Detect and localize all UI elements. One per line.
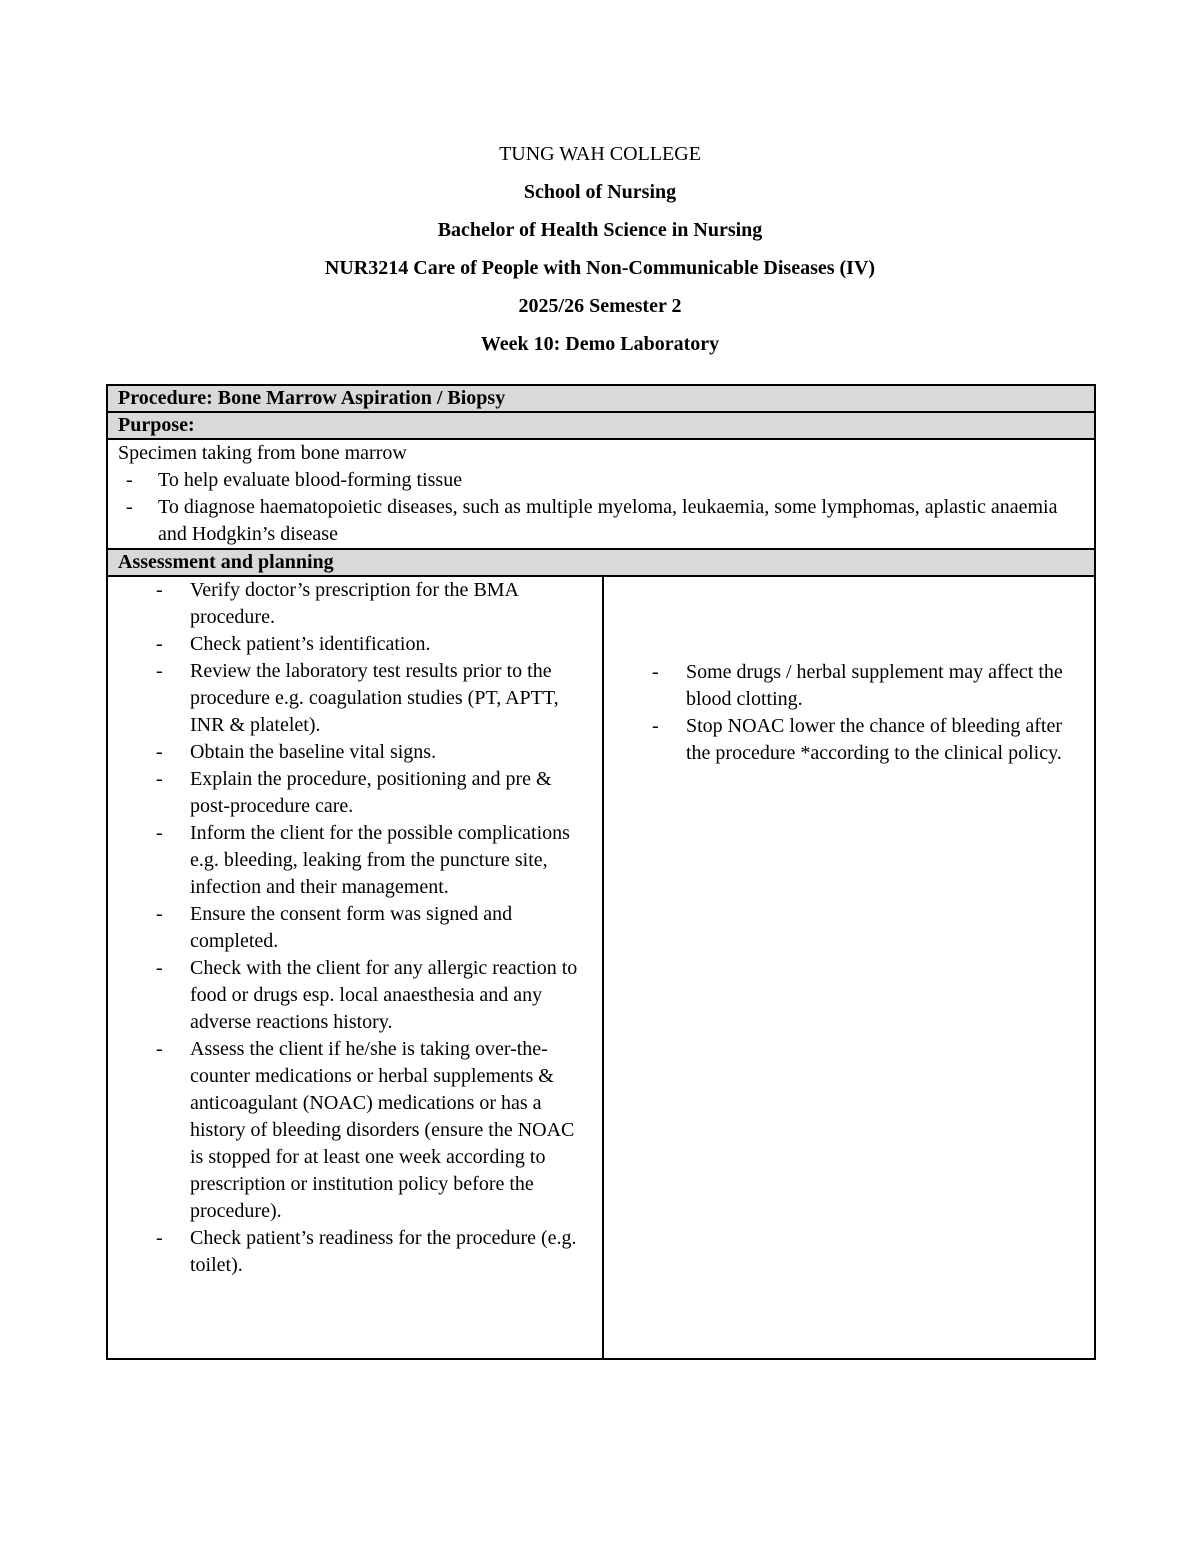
assessment-item: - Ensure the consent form was signed and completed. <box>118 901 592 955</box>
assessment-item: - Check with the client for any allergic reaction to food or drugs esp. local anaesthesia and any adverse reactions history. <box>118 955 592 1036</box>
procedure-heading: Procedure: Bone Marrow Aspiration / Biopsy <box>107 385 1095 412</box>
purpose-item: - To help evaluate blood-forming tissue <box>118 467 1084 494</box>
procedure-table <box>106 384 1096 1360</box>
rationale-item: - Stop NOAC lower the chance of bleeding after the procedure *according to the clinical policy. <box>614 713 1084 767</box>
purpose-intro: Specimen taking from bone marrow <box>118 442 407 464</box>
assessment-item: - Check patient’s readiness for the procedure (e.g. toilet). <box>118 1225 592 1279</box>
document-header <box>0 142 1200 356</box>
assessment-item: - Verify doctor’s prescription for the BMA procedure. <box>118 577 592 631</box>
programme-name: Bachelor of Health Science in Nursing <box>437 219 763 241</box>
purpose-item: - To diagnose haematopoietic diseases, such as multiple myeloma, leukaemia, some lymphomas, aplastic anaemia and Hodgkin’s disease <box>118 494 1084 548</box>
assessment-item: - Assess the client if he/she is taking over-the-counter medications or herbal supplements & anticoagulant (NOAC) medications or has a history of bleeding disorders (ensure the NOAC is stopped for at least one week according to prescription or institution policy before the procedure). <box>118 1036 592 1225</box>
rationale-cell <box>603 576 1095 1359</box>
semester: 2025/26 Semester 2 <box>518 295 682 317</box>
assessment-item: - Explain the procedure, positioning and pre & post-procedure care. <box>118 766 592 820</box>
purpose-list <box>118 467 1084 548</box>
course-title: NUR3214 Care of People with Non-Communicable Diseases (IV) <box>324 257 876 279</box>
college-name: TUNG WAH COLLEGE <box>499 143 701 165</box>
purpose-heading: Purpose: <box>107 412 1095 439</box>
assessment-item: - Obtain the baseline vital signs. <box>118 739 592 766</box>
rationale-list <box>614 577 1084 767</box>
purpose-content <box>107 439 1095 549</box>
school-name: School of Nursing <box>523 181 677 203</box>
assessment-list <box>118 577 592 1279</box>
assessment-item: - Inform the client for the possible complications e.g. bleeding, leaking from the puncture site, infection and their management. <box>118 820 592 901</box>
rationale-item: - Some drugs / herbal supplement may affect the blood clotting. <box>614 659 1084 713</box>
assessment-item: - Review the laboratory test results prior to the procedure e.g. coagulation studies (PT, APTT, INR & platelet). <box>118 658 592 739</box>
week-title: Week 10: Demo Laboratory <box>480 333 720 355</box>
assessment-item: - Check patient’s identification. <box>118 631 592 658</box>
assessment-steps-cell <box>107 576 603 1359</box>
assessment-heading: Assessment and planning <box>107 549 1095 576</box>
